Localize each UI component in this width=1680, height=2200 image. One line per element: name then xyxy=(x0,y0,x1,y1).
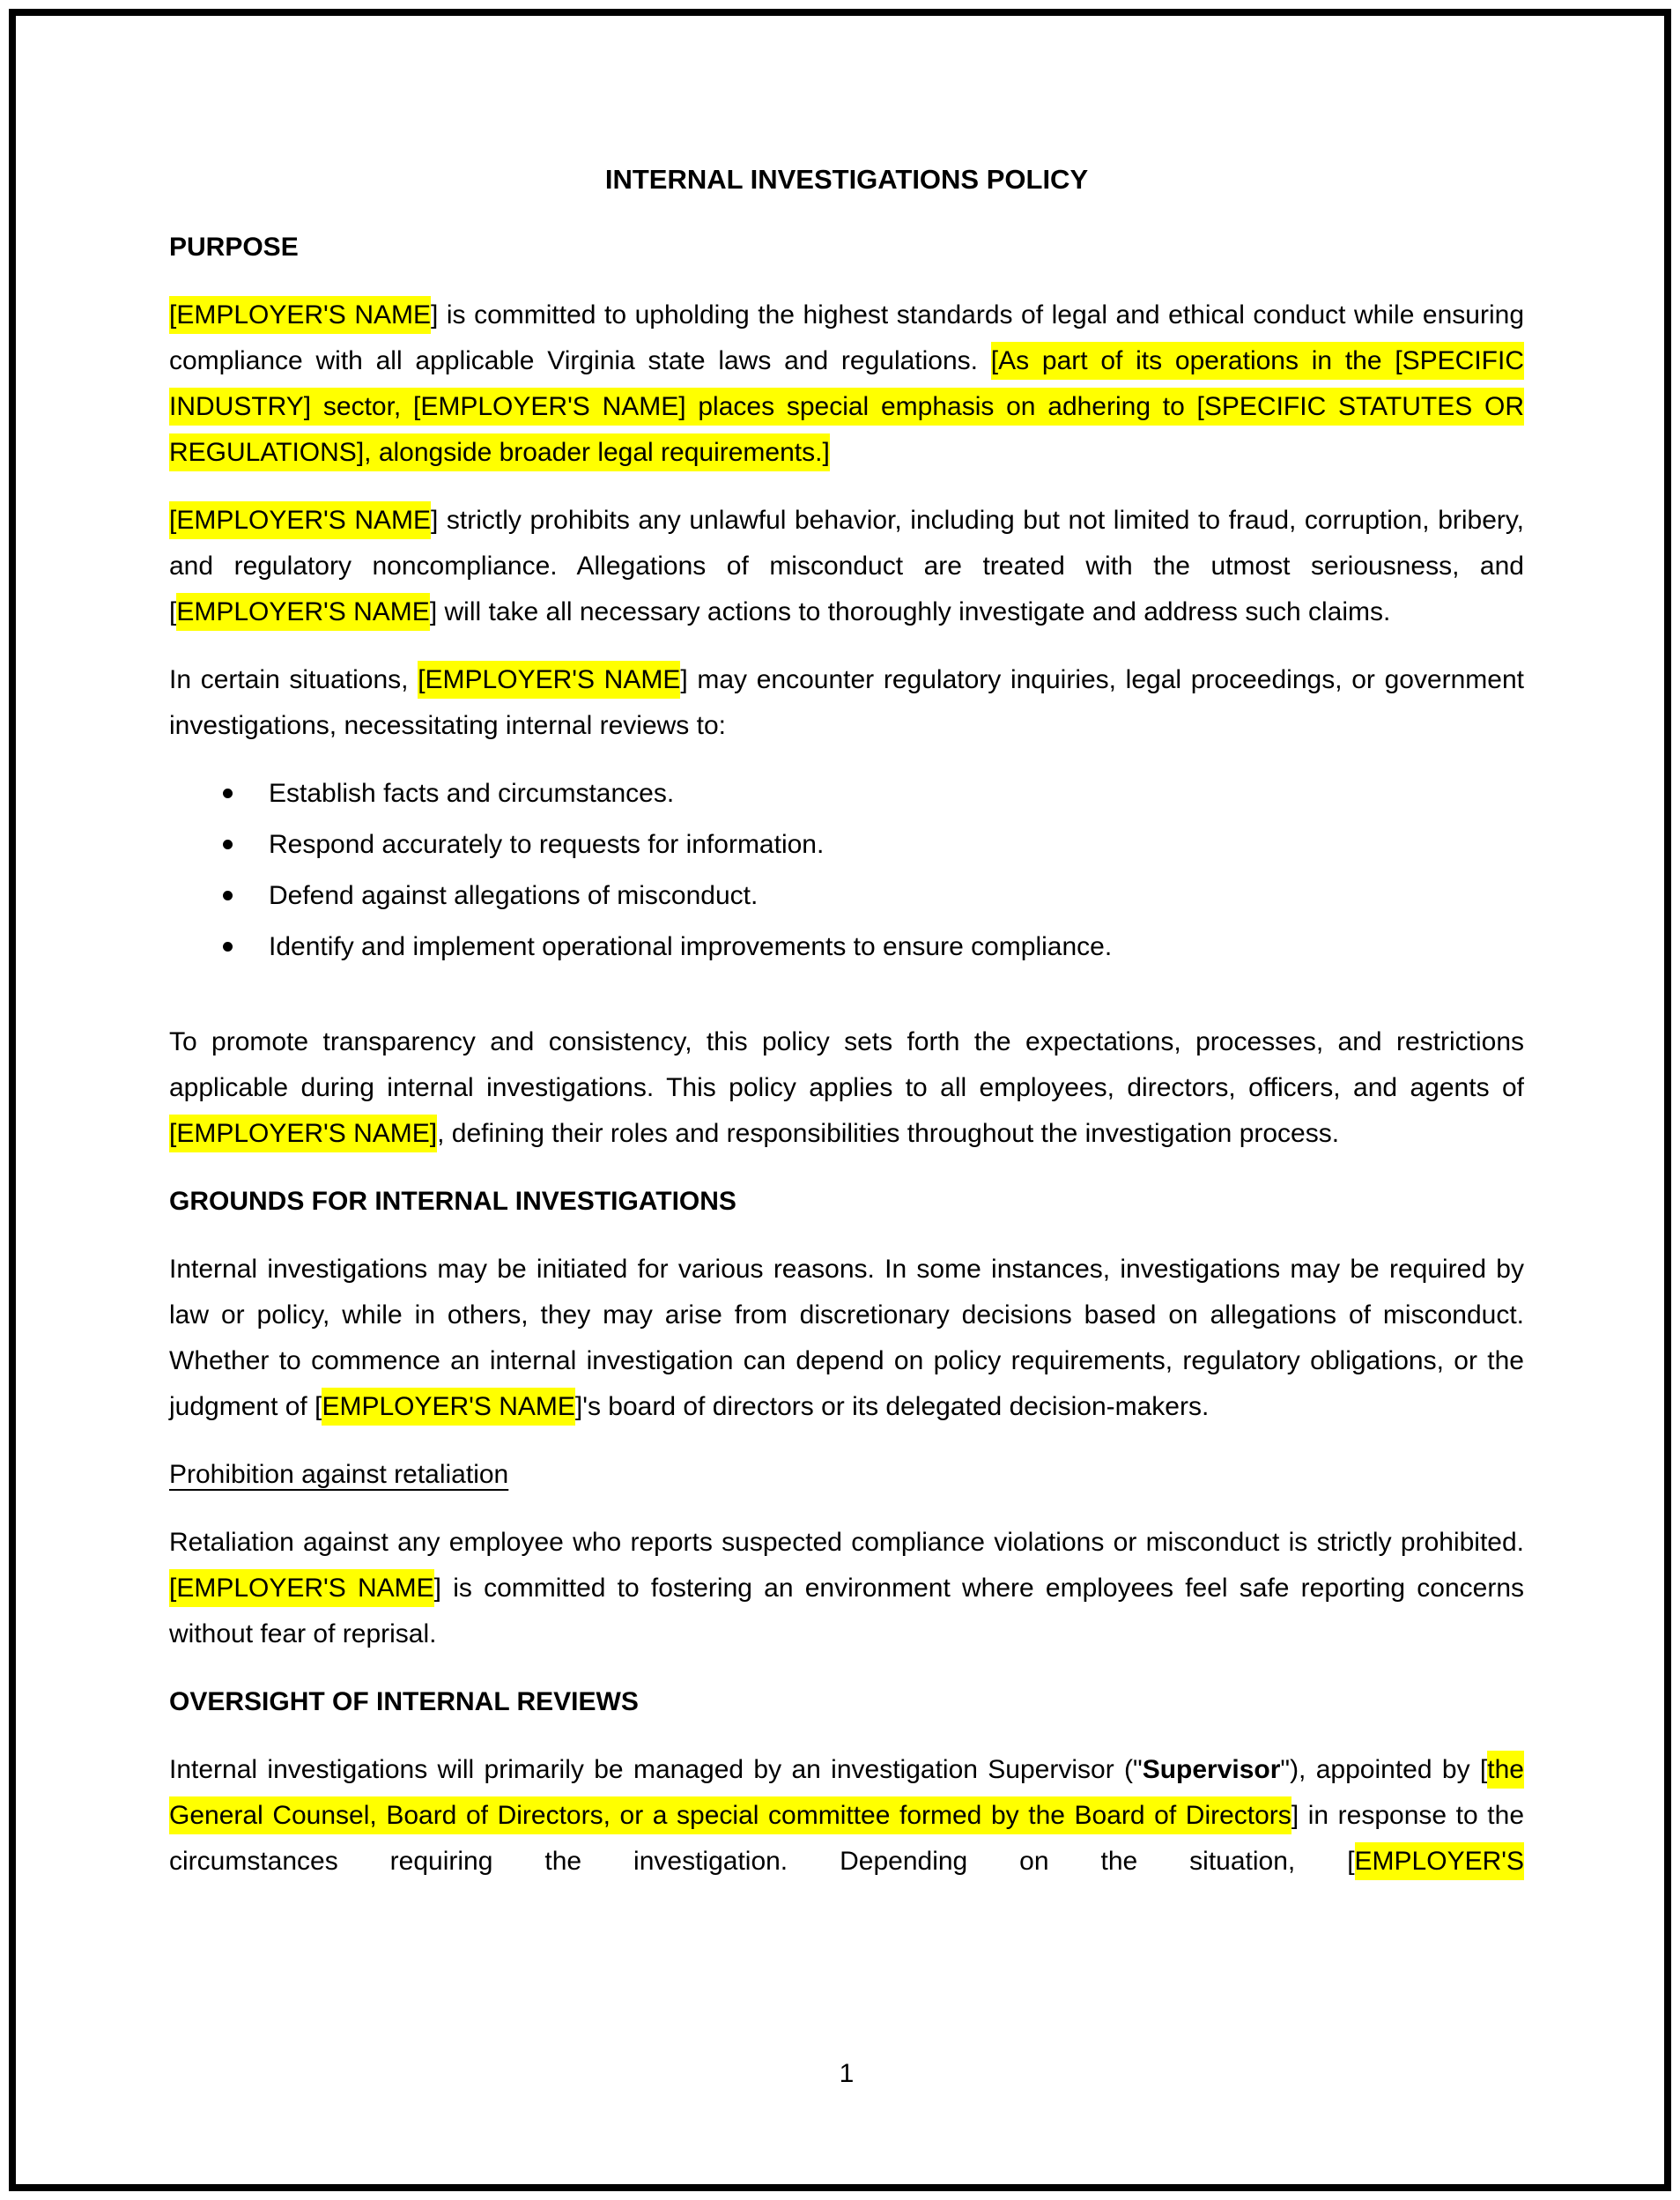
text-run: ]'s board of directors or its delegated decision-makers. xyxy=(574,1392,1210,1421)
document-title: INTERNAL INVESTIGATIONS POLICY xyxy=(604,164,1089,195)
bullet-item: Identify and implement operational improvements to ensure compliance. xyxy=(269,924,1524,970)
text-run: Retaliation against any employee who reports suspected compliance violations or misconduct is strictly prohibited. xyxy=(169,1528,1524,1557)
page-number: 1 xyxy=(839,2059,855,2088)
highlighted-text: [As part of its operations in the [SPECIFIC INDUSTRY] sector, [EMPLOYER'S NAME] places special emphasis on adhering to [SPECIFIC STATUTES OR REGULATIONS], alongside broader legal requirements.] xyxy=(169,342,1524,471)
text-run: ] strictly prohibits any unlawful behavior, including but not limited to fraud, corruption, bribery, and regulatory noncompliance. Allegations of misconduct are treated with the utmost seriousness, and [ xyxy=(169,506,1524,626)
text-run: Internal investigations will primarily be managed by an investigation Supervisor (" xyxy=(169,1755,1143,1784)
paragraph xyxy=(169,293,1524,476)
text-run: Supervisor xyxy=(1142,1755,1281,1784)
highlighted-text: EMPLOYER'S NAME xyxy=(322,1388,574,1426)
text-run: In certain situations, xyxy=(169,665,418,694)
highlighted-text: [EMPLOYER'S NAME] xyxy=(169,1115,437,1152)
document-content xyxy=(169,0,1524,1885)
paragraph xyxy=(169,1019,1524,1157)
highlighted-text: [EMPLOYER'S NAME xyxy=(169,501,431,539)
highlighted-text: [EMPLOYER'S NAME xyxy=(169,296,431,334)
text-run: ] is committed to fostering an environment where employees feel safe reporting concerns without fear of reprisal. xyxy=(169,1574,1525,1648)
section-heading: GROUNDS FOR INTERNAL INVESTIGATIONS xyxy=(169,1187,736,1216)
bullet-item: Respond accurately to requests for information. xyxy=(269,822,1524,868)
paragraph xyxy=(169,498,1524,635)
bullet-item: Defend against allegations of misconduct. xyxy=(269,873,1524,919)
document-body xyxy=(169,225,1524,1885)
section-heading: PURPOSE xyxy=(169,233,299,262)
text-run: , defining their roles and responsibilities throughout the investigation process. xyxy=(437,1119,1340,1148)
highlighted-text: EMPLOYER'S xyxy=(1355,1842,1524,1880)
text-run: ] is committed to upholding the highest standards of legal and ethical conduct while ensuring compliance with all applicable Virginia state laws and regulations. xyxy=(169,300,1524,375)
text-run: To promote transparency and consistency, this policy sets forth the expectations, processes, and restrictions applicable during internal investigations. This policy applies to all employees, directors, officers, and agents of xyxy=(169,1027,1524,1102)
highlighted-text: [EMPLOYER'S NAME xyxy=(169,1569,434,1607)
highlighted-text: EMPLOYER'S NAME xyxy=(176,593,429,631)
text-run: ] in response to the circumstances requiring the investigation. Depending on the situation, [ xyxy=(169,1801,1525,1876)
highlighted-text: the General Counsel, Board of Directors, or a special committee formed by the Board of Directors xyxy=(169,1751,1524,1834)
paragraph xyxy=(169,1247,1524,1430)
bullet-item: Establish facts and circumstances. xyxy=(269,771,1524,817)
paragraph xyxy=(169,657,1524,749)
highlighted-text: [EMPLOYER'S NAME xyxy=(418,661,680,699)
subsection-heading: Prohibition against retaliation xyxy=(169,1460,509,1489)
text-run: "), appointed by [ xyxy=(1280,1755,1488,1784)
text-run: Internal investigations may be initiated for various reasons. In some instances, investigations may be required by law or policy, while in others, they may arise from discretionary decisions based on allegations of misconduct. Whether to commence an internal investigation can depend on policy requirements, regulatory obligations, or the judgment of [ xyxy=(169,1255,1524,1421)
text-run: ] may encounter regulatory inquiries, legal proceedings, or government investigations, necessitating internal reviews to: xyxy=(169,665,1524,740)
section-heading: OVERSIGHT OF INTERNAL REVIEWS xyxy=(169,1687,639,1716)
paragraph xyxy=(169,1520,1524,1657)
text-run: ] will take all necessary actions to thoroughly investigate and address such claims. xyxy=(429,597,1391,626)
paragraph xyxy=(169,1747,1524,1885)
bullet-list xyxy=(169,771,1524,970)
